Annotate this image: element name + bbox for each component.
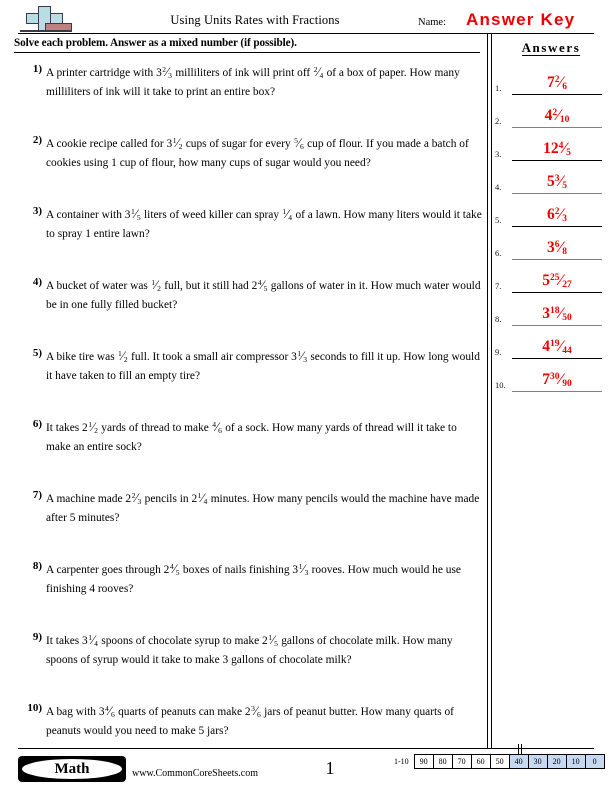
inline-fraction: $^2$⁄3 <box>162 64 172 80</box>
answer-value <box>512 74 602 92</box>
problem-number: 5) <box>32 347 42 359</box>
problem-list <box>14 58 484 768</box>
inline-fraction: $^1$⁄3 <box>298 561 309 577</box>
answer-value <box>512 173 602 191</box>
answer-number: 4. <box>495 182 502 192</box>
answer-number: 7. <box>495 281 502 291</box>
answer-number: 3. <box>495 149 502 159</box>
answer-row <box>495 359 607 392</box>
answer-mixed-number: $4^{19}⁄44$ <box>542 338 572 356</box>
problem-item <box>14 484 484 555</box>
worksheet-header <box>0 0 612 36</box>
inline-fraction: $^4$⁄6 <box>105 703 115 719</box>
inline-fraction: $^5$⁄6 <box>294 135 304 151</box>
grading-cell: 10 <box>567 755 586 768</box>
problem-text: A printer cartridge with $3^2⁄3$ milliliters of ink will print off $^2$⁄4 of a box of paper. How many milliliters of ink will it take to print an entire box? <box>46 64 460 98</box>
grading-cell: 30 <box>529 755 548 768</box>
problem-text: A cookie recipe called for $3^1⁄2$ cups of sugar for every $^5$⁄6 cup of flour. If you made a batch of cookies using 1 cup of flour, how many cups of sugar would you need? <box>46 135 469 169</box>
problem-number: 3) <box>32 205 42 217</box>
answer-value <box>512 206 602 224</box>
grading-cell: 70 <box>453 755 472 768</box>
answer-number: 2. <box>495 116 502 126</box>
page-number: 1 <box>325 758 335 778</box>
answer-row <box>495 161 607 194</box>
answer-number: 9. <box>495 347 502 357</box>
answer-row <box>495 62 607 95</box>
answer-mixed-number: $12^4⁄5$ <box>543 140 571 158</box>
answer-number: 5. <box>495 215 502 225</box>
grading-range-label: 1-10 <box>394 757 409 766</box>
answer-mixed-number: $5^3⁄5$ <box>547 173 567 191</box>
answer-line <box>512 391 602 392</box>
grading-cell: 60 <box>472 755 491 768</box>
answer-mixed-number: $5^{25}⁄27$ <box>542 272 572 290</box>
inline-fraction: $^3$⁄6 <box>251 703 261 719</box>
site-url: www.CommonCoreSheets.com <box>132 768 259 779</box>
answer-value <box>512 107 602 125</box>
problem-number: 7) <box>32 489 42 501</box>
answer-number: 1. <box>495 83 502 93</box>
answers-column-divider-inner <box>491 33 492 748</box>
problem-text: A carpenter goes through $2^4⁄5$ boxes of nails finishing $3^1⁄3$ rooves. How much would he use finishing 4 rooves? <box>46 561 461 595</box>
problem-text: A bag with $3^4⁄6$ quarts of peanuts can make $2^3⁄6$ jars of peanut butter. How many quarts of peanuts would you need to make 5 jars? <box>46 703 454 737</box>
answer-row <box>495 227 607 260</box>
inline-fraction: $^1$⁄4 <box>282 206 293 222</box>
answer-row <box>495 326 607 359</box>
problem-number: 2) <box>32 134 42 146</box>
logo-baseline <box>20 30 72 32</box>
problem-item <box>14 555 484 626</box>
problem-text: It takes $3^1⁄4$ spoons of chocolate syrup to make $2^1⁄5$ gallons of chocolate milk. How many spoons of syrup would it take to make 3 gallons of chocolate milk? <box>46 632 453 666</box>
inline-fraction: $^2$⁄4 <box>313 64 324 80</box>
grading-cell: 50 <box>491 755 510 768</box>
grading-cell: 80 <box>434 755 453 768</box>
problem-number: 4) <box>32 276 42 288</box>
answer-value <box>512 371 602 389</box>
answer-mixed-number: $7^{30}⁄90$ <box>542 371 572 389</box>
answers-heading <box>495 40 607 56</box>
answer-row <box>495 260 607 293</box>
answer-mixed-number: $4^2⁄10$ <box>544 107 570 125</box>
answer-value <box>512 305 602 323</box>
commoncoresheets-logo-icon <box>18 4 74 34</box>
problem-number: 6) <box>32 418 42 430</box>
problem-text: A bucket of water was $^1$⁄2 full, but it still had $2^4⁄5$ gallons of water in it. How much water would be in one fully filled bucket? <box>46 277 481 311</box>
footer-divider <box>18 748 594 749</box>
grading-cell: 20 <box>548 755 567 768</box>
instruction-divider <box>14 52 480 53</box>
inline-fraction: $^1$⁄2 <box>151 277 161 293</box>
answer-mixed-number: $3^{18}⁄50$ <box>542 305 572 323</box>
inline-fraction: $^4$⁄5 <box>257 277 268 293</box>
answer-key-stamp: Answer Key <box>466 10 576 29</box>
grading-cells <box>414 754 605 769</box>
problem-number: 1) <box>32 63 42 75</box>
answer-number: 8. <box>495 314 502 324</box>
inline-fraction: $^1$⁄5 <box>268 632 278 648</box>
answers-column-divider-outer <box>487 33 488 748</box>
grading-cell: 90 <box>415 755 434 768</box>
answer-value <box>512 272 602 290</box>
inline-fraction: $^1$⁄5 <box>130 206 141 222</box>
problem-text: It takes $2^1⁄2$ yards of thread to make $^4$⁄6 of a sock. How many yards of thread will it take to make an entire sock? <box>46 419 457 453</box>
problem-item <box>14 271 484 342</box>
header-divider <box>18 33 594 34</box>
page-title: Using Units Rates with Fractions <box>170 13 340 27</box>
inline-fraction: $^1$⁄2 <box>118 348 128 364</box>
answers-list <box>495 62 607 392</box>
answer-row <box>495 128 607 161</box>
problem-item <box>14 200 484 271</box>
inline-fraction: $^4$⁄6 <box>212 419 222 435</box>
name-label: Name: <box>418 17 446 28</box>
problem-text: A container with $3^1⁄5$ liters of weed killer can spray $^1$⁄4 of a lawn. How many liters would it take to spray 1 entire lawn? <box>46 206 482 240</box>
inline-fraction: $^1$⁄3 <box>297 348 307 364</box>
subject-badge-label: Math <box>54 761 90 777</box>
answer-value <box>512 239 602 257</box>
answer-number: 6. <box>495 248 502 258</box>
inline-fraction: $^1$⁄2 <box>88 419 98 435</box>
inline-fraction: $^1$⁄4 <box>197 490 208 506</box>
instruction-text: Solve each problem. Answer as a mixed number (if possible). <box>14 37 297 49</box>
logo-plus-center <box>40 15 50 24</box>
answer-row <box>495 293 607 326</box>
problem-text: A machine made $2^2⁄3$ pencils in $2^1⁄4$ minutes. How many pencils would the machine have made after 5 minutes? <box>46 490 480 524</box>
problem-number: 8) <box>32 560 42 572</box>
answer-mixed-number: $6^2⁄3$ <box>547 206 567 224</box>
grading-cell: 40 <box>510 755 529 768</box>
answers-heading-label: Answers <box>521 40 581 55</box>
grading-scale-tick-inner <box>521 744 522 754</box>
problem-item <box>14 129 484 200</box>
problem-item <box>14 413 484 484</box>
inline-fraction: $^1$⁄2 <box>172 135 183 151</box>
inline-fraction: $^4$⁄5 <box>169 561 180 577</box>
grading-scale-tick-outer <box>518 744 519 754</box>
answer-row <box>495 194 607 227</box>
problem-number: 9) <box>32 631 42 643</box>
problem-item <box>14 58 484 129</box>
subject-badge <box>18 756 126 782</box>
answer-mixed-number: $7^2⁄6$ <box>547 74 567 92</box>
inline-fraction: $^1$⁄4 <box>88 632 98 648</box>
answer-value <box>512 338 602 356</box>
problem-item <box>14 626 484 697</box>
problem-item <box>14 342 484 413</box>
problem-text: A bike tire was $^1$⁄2 full. It took a small air compressor $3^1⁄3$ seconds to fill it up. How long would it have taken to fill an empty tire? <box>46 348 480 382</box>
answer-number: 10. <box>495 380 506 390</box>
answer-mixed-number: $3^6⁄8$ <box>547 239 567 257</box>
answer-value <box>512 140 602 158</box>
grading-scale <box>394 754 605 769</box>
problem-number: 10) <box>27 702 42 714</box>
grading-cell: 0 <box>586 755 604 768</box>
answer-row <box>495 95 607 128</box>
inline-fraction: $^2$⁄3 <box>131 490 142 506</box>
